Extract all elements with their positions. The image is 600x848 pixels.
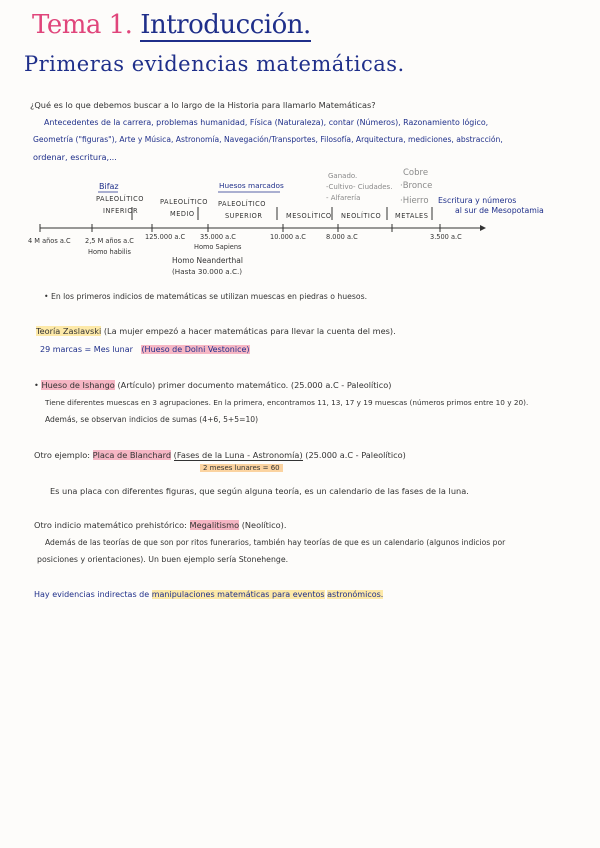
question-line-2: Geometría ("figuras"), Arte y Música, Astronomía, Navegación/Transportes, Filosofía, Arquitectura, mediciones, abstracción, bbox=[33, 135, 503, 144]
ishango-label: Hueso de Ishango bbox=[41, 380, 115, 390]
otro-ejemplo: Otro ejemplo: bbox=[34, 450, 91, 460]
period-paleolitico-medio-1: PALEOLÍTICO bbox=[160, 198, 208, 206]
ishango-bullet: • bbox=[34, 380, 42, 390]
neolithic-note-1: Ganado. bbox=[328, 172, 358, 180]
placa-descripcion: Es una placa con diferentes figuras, que según alguna teoría, es un calendario de las fases de la luna. bbox=[50, 486, 469, 496]
year-10000: 10.000 a.C bbox=[270, 233, 306, 241]
meses-lunares: 2 meses lunares = 60 bbox=[200, 464, 283, 472]
escritura-line-2: al sur de Mesopotamia bbox=[455, 206, 544, 215]
period-paleolitico-inferior-2: INFERIOR bbox=[103, 207, 139, 215]
question-line-3: ordenar, escritura,... bbox=[33, 152, 117, 162]
label-bifaz: Bifaz bbox=[99, 182, 119, 191]
megal-post: (Neolítico). bbox=[241, 520, 287, 530]
ishango-line bbox=[34, 380, 391, 390]
question: ¿Qué es lo que debemos buscar a lo largo de la Historia para llamarlo Matemáticas? bbox=[30, 100, 376, 110]
timeline-axis bbox=[0, 0, 600, 290]
neolithic-note-3: - Alfarería bbox=[326, 194, 361, 202]
homo-sapiens: Homo Sapiens bbox=[194, 243, 242, 251]
blanchard-line bbox=[34, 450, 406, 460]
year-4m: 4 M años a.C bbox=[28, 237, 71, 245]
period-paleolitico-superior-1: PALEOLÍTICO bbox=[218, 200, 266, 208]
title-tema: Tema 1 bbox=[32, 10, 125, 40]
year-3500: 3.500 a.C bbox=[430, 233, 462, 241]
teoria-line bbox=[36, 326, 396, 336]
year-8000: 8.000 a.C bbox=[326, 233, 358, 241]
title-sep: . bbox=[124, 10, 133, 40]
marcas-line bbox=[40, 345, 250, 354]
homo-neanderthal: Homo Neanderthal bbox=[172, 256, 243, 265]
marcas-mes-lunar: 29 marcas = Mes lunar bbox=[40, 345, 133, 354]
neanderthal-hasta: (Hasta 30.000 a.C.) bbox=[172, 267, 243, 276]
homo-habilis: Homo habilis bbox=[88, 248, 131, 256]
teoria-label: Teoría Zaslavski bbox=[36, 326, 102, 336]
megal-pre: Otro indicio matemático prehistórico: bbox=[34, 520, 187, 530]
period-paleolitico-medio-2: MEDIO bbox=[170, 210, 195, 218]
period-neolitico: NEOLÍTICO bbox=[341, 212, 382, 220]
title-intro: Introducción. bbox=[140, 10, 311, 40]
metal-note-1: Cobre bbox=[403, 168, 429, 178]
ishango-text: (Artículo) primer documento matemático. (25.000 a.C - Paleolítico) bbox=[117, 380, 392, 390]
year-35000: 35.000 a.C bbox=[200, 233, 236, 241]
metal-note-3: ·Hierro bbox=[400, 196, 429, 206]
final-line bbox=[34, 590, 383, 599]
final-c: astronómicos. bbox=[327, 590, 384, 599]
hueso-dolni: (Hueso de Dolni Vestonice) bbox=[141, 345, 250, 354]
blanchard-date: (25.000 a.C - Paleolítico) bbox=[305, 450, 406, 460]
megalitismo-line bbox=[34, 520, 286, 530]
fases-luna: (Fases de la Luna - Astronomía) bbox=[173, 450, 303, 460]
question-line-1: Antecedentes de la carrera, problemas humanidad, Física (Naturaleza), contar (Números), Razonamiento lógico, bbox=[44, 118, 489, 127]
final-a: Hay evidencias indirectas de bbox=[34, 590, 150, 599]
final-b: manipulaciones matemáticas para eventos bbox=[151, 590, 325, 599]
megalitismo: Megalitismo bbox=[189, 520, 240, 530]
neolithic-note-2: -Cultivo- Ciudades. bbox=[326, 183, 393, 191]
page-subtitle: Primeras evidencias matemáticas. bbox=[24, 52, 405, 76]
period-paleolitico-superior-2: SUPERIOR bbox=[225, 212, 263, 220]
note-primeros-indicios: • En los primeros indicios de matemáticas se utilizan muescas en piedras o huesos. bbox=[44, 292, 368, 301]
year-2-5m: 2,5 M años a.C bbox=[85, 237, 134, 245]
ishango-line-3: Además, se observan indicios de sumas (4+6, 5+5=10) bbox=[45, 415, 259, 424]
metal-note-2: ·Bronce bbox=[400, 181, 433, 191]
period-paleolitico-inferior-1: PALEOLÍTICO bbox=[96, 195, 144, 203]
teoria-text: (La mujer empezó a hacer matemáticas para llevar la cuenta del mes). bbox=[103, 326, 396, 336]
megal-line-2: Además de las teorías de que son por ritos funerarios, también hay teorías de que es un calendario (algunos indicios por bbox=[45, 538, 506, 547]
placa-blanchard: Placa de Blanchard bbox=[92, 450, 172, 460]
period-mesolitico: MESOLÍTICO bbox=[286, 212, 332, 220]
ishango-line-2: Tiene diferentes muescas en 3 agrupaciones. En la primera, encontramos 11, 13, 17 y 19 muescas (números primos entre 10 y 20). bbox=[45, 398, 529, 407]
label-huesos-marcados: Huesos marcados bbox=[219, 181, 284, 190]
year-125000: 125.000 a.C bbox=[145, 233, 186, 241]
escritura-line-1: Escritura y números bbox=[438, 196, 517, 205]
megal-line-3: posiciones y orientaciones). Un buen ejemplo sería Stonehenge. bbox=[37, 555, 289, 564]
period-metales: METALES bbox=[395, 212, 429, 220]
